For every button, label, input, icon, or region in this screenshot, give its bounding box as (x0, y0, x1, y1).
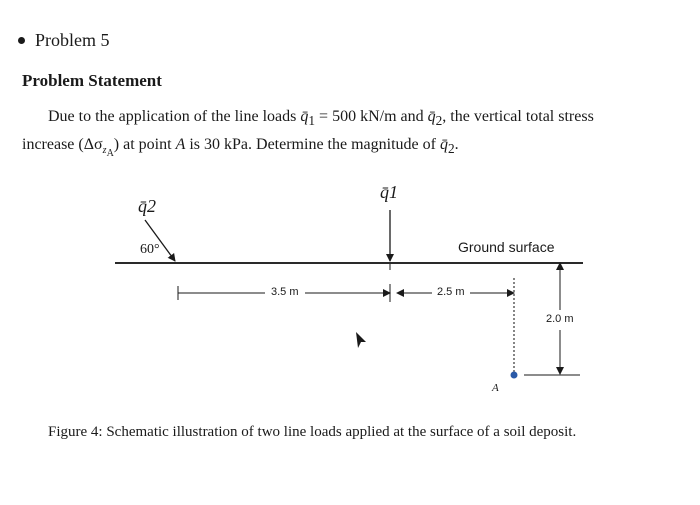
q2-label: q̄2 (138, 196, 156, 216)
statement-text: is 30 kPa. Determine the magnitude of (185, 136, 440, 154)
statement-heading: Problem Statement (22, 71, 162, 90)
statement-text: increase (Δσ (22, 136, 103, 154)
schematic-figure (0, 170, 700, 420)
q2-subscript: 2 (435, 113, 443, 129)
angle-label: 60° (140, 242, 160, 257)
point-a-label: A (492, 382, 499, 394)
dim-20-label: 2.0 m (546, 313, 574, 325)
point-a-text: A (175, 136, 186, 154)
q1-subscript: 1 (308, 113, 316, 129)
problem-bullet (14, 30, 110, 51)
q1-label: q̄1 (380, 182, 398, 202)
statement-text: ) at point (113, 136, 176, 154)
problem-statement (22, 105, 682, 166)
problem-title: Problem 5 (35, 30, 110, 50)
q2-symbol-second: q̄ (439, 136, 448, 154)
statement-text: = 500 kN/m and (315, 108, 428, 125)
statement-text: , the vertical total stress (442, 108, 594, 125)
ground-surface-label: Ground surface (458, 239, 555, 255)
statement-text: . (454, 136, 459, 154)
bullet-dot (18, 37, 25, 44)
q2-subscript-second: 2 (447, 141, 455, 157)
figure-caption: Figure 4: Schematic illustration of two line loads applied at the surface of a soil deposit. (48, 424, 577, 440)
dim-25-label: 2.5 m (437, 286, 465, 298)
figure-drawing (0, 170, 700, 420)
stress-subscript-z: z (102, 145, 107, 157)
point-a-marker (511, 372, 518, 379)
stress-subscript-a: A (106, 148, 114, 160)
dim-35-label: 3.5 m (271, 286, 299, 298)
q2-symbol: q̄ (427, 108, 436, 125)
statement-text: Due to the application of the line loads (48, 108, 301, 125)
q1-symbol: q̄ (300, 108, 309, 125)
mouse-cursor-icon (356, 332, 366, 348)
